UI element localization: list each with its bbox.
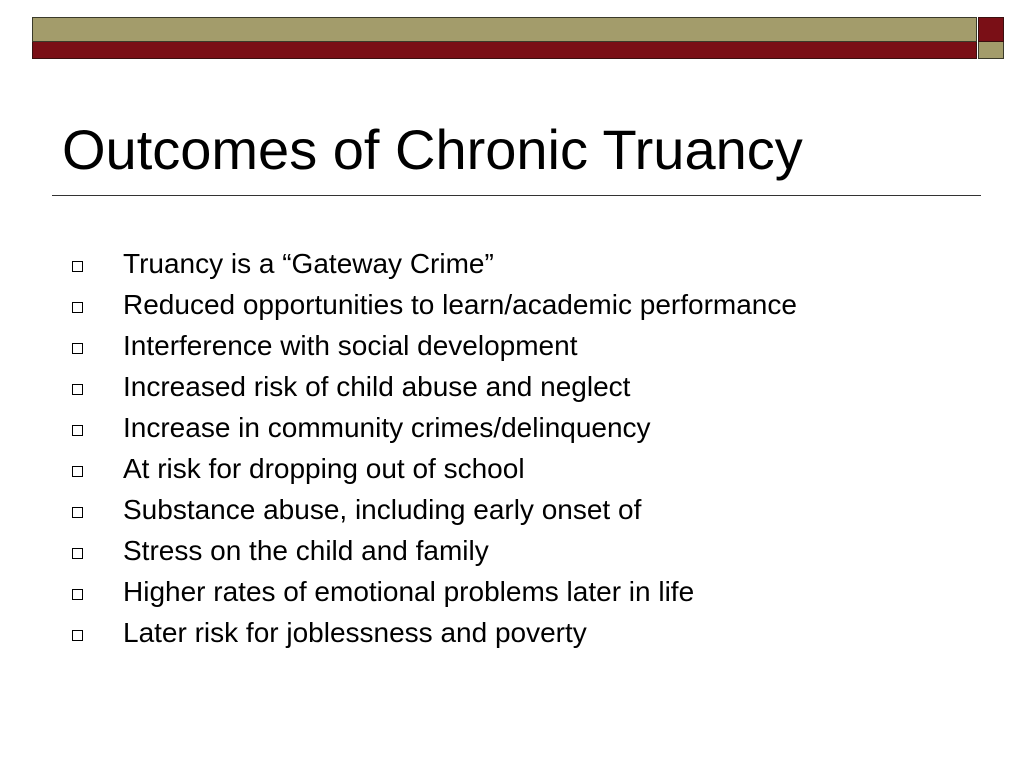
bullet-item: [72, 576, 972, 608]
hollow-square-icon: [72, 261, 83, 272]
bullet-text: Reduced opportunities to learn/academic performance: [123, 289, 797, 320]
bullet-item: [72, 289, 972, 321]
header-band-maroon: [32, 42, 977, 59]
bullet-text: Higher rates of emotional problems later in life: [123, 576, 695, 607]
bullet-item: [72, 453, 972, 485]
bullet-text: Increase in community crimes/delinquency: [123, 412, 651, 443]
hollow-square-icon: [72, 384, 83, 395]
bullet-text: Later risk for joblessness and poverty: [123, 617, 587, 648]
bullet-text: Interference with social development: [123, 330, 578, 361]
bullet-item: [72, 248, 972, 280]
bullet-text: Truancy is a “Gateway Crime”: [123, 248, 494, 279]
bullet-item: [72, 494, 972, 526]
hollow-square-icon: [72, 343, 83, 354]
bullet-text: Increased risk of child abuse and neglect: [123, 371, 631, 402]
hollow-square-icon: [72, 302, 83, 313]
bullet-item: [72, 617, 972, 649]
hollow-square-icon: [72, 466, 83, 477]
bullet-item: [72, 330, 972, 362]
hollow-square-icon: [72, 507, 83, 518]
header-band-olive: [32, 17, 977, 42]
title-divider: [52, 195, 981, 196]
hollow-square-icon: [72, 589, 83, 600]
bullet-text: Stress on the child and family: [123, 535, 489, 566]
header-corner-maroon: [978, 17, 1004, 42]
hollow-square-icon: [72, 630, 83, 641]
header-corner-olive: [978, 42, 1004, 59]
bullet-item: [72, 535, 972, 567]
bullet-text: At risk for dropping out of school: [123, 453, 525, 484]
bullet-item: [72, 412, 972, 444]
bullet-text: Substance abuse, including early onset of: [123, 494, 642, 525]
bullet-list: [72, 248, 972, 658]
hollow-square-icon: [72, 548, 83, 559]
hollow-square-icon: [72, 425, 83, 436]
slide-title: Outcomes of Chronic Truancy: [62, 118, 803, 181]
bullet-item: [72, 371, 972, 403]
